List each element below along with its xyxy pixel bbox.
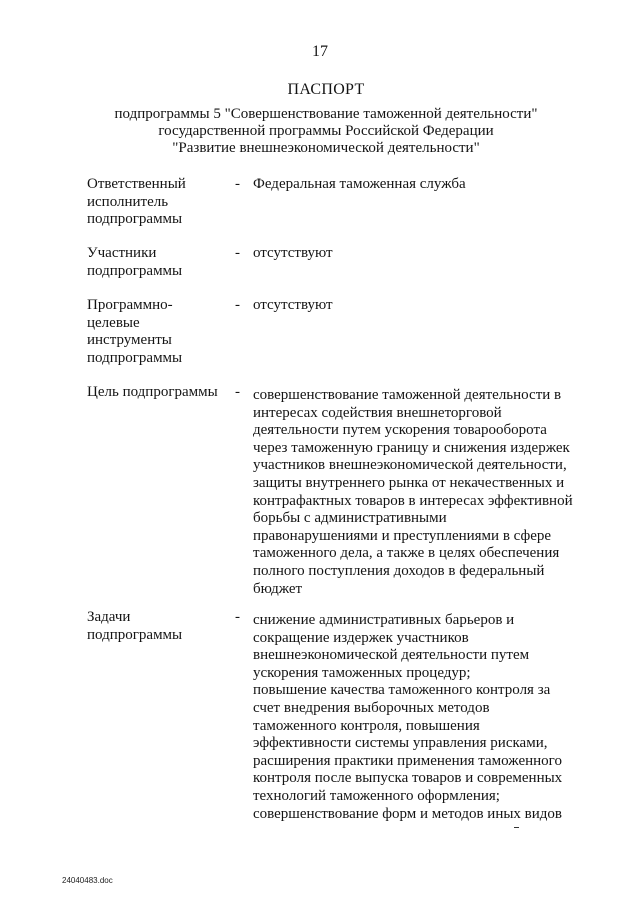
label-line: подпрограммы: [87, 349, 183, 366]
row-dash: -: [235, 609, 240, 625]
label-line: подпрограммы: [87, 262, 183, 279]
row-dash: -: [235, 384, 240, 400]
label-line: подпрограммы: [87, 626, 183, 643]
value-line: участников внешнеэкономической деятельности,: [253, 457, 567, 474]
value-line: правонарушениями и преступлениями в сфере: [253, 527, 552, 544]
row-value: [253, 176, 593, 194]
value-line: Федеральная таможенная служба: [253, 176, 466, 192]
value-line: контрафактных товаров в интересах эффективной: [253, 492, 573, 509]
value-line: эффективности системы управления рисками,: [253, 735, 548, 752]
scan-artifact-mark: [514, 827, 519, 828]
value-line: внешнеэкономической деятельности путем: [253, 647, 530, 664]
label-line: инструменты: [87, 332, 172, 349]
label-line: Задачи: [87, 609, 131, 625]
row-value: [253, 245, 593, 263]
row-label: [87, 609, 227, 644]
value-line: таможенного дела, а также в целях обеспечения: [253, 545, 560, 562]
label-line: подпрограммы: [87, 211, 183, 228]
page-number: 17: [312, 43, 328, 60]
document-title: ПАСПОРТ: [287, 81, 365, 98]
value-line: совершенствование таможенной деятельности в: [253, 387, 562, 403]
value-line: снижение административных барьеров и: [253, 612, 515, 628]
value-line: счет внедрения выборочных методов: [253, 699, 490, 716]
value-line: бюджет: [253, 580, 303, 597]
value-line: ускорения таможенных процедур;: [253, 664, 471, 681]
footer-file-code: 24040483.doc: [62, 876, 113, 885]
subtitle-line: "Развитие внешнеэкономической деятельности": [172, 140, 480, 156]
value-line: повышение качества таможенного контроля за: [253, 682, 551, 699]
label-line: Программно-: [87, 297, 173, 313]
row-dash: -: [235, 176, 240, 192]
row-dash: -: [235, 245, 240, 261]
label-line: Цель подпрограммы: [87, 384, 218, 400]
value-line: таможенного контроля, повышения: [253, 717, 480, 734]
label-line: исполнитель: [87, 193, 169, 210]
value-line: деятельности путем ускорения товарооборота: [253, 422, 547, 439]
value-line: отсутствуют: [253, 245, 333, 261]
value-line: сокращение издержек участников: [253, 629, 469, 646]
label-line: Участники: [87, 245, 157, 261]
value-line: технологий таможенного оформления;: [253, 787, 500, 804]
row-dash: -: [235, 297, 240, 313]
value-line: защиты внутреннего рынка от некачественных и: [253, 474, 565, 491]
row-value: [253, 387, 593, 598]
row-label: [87, 176, 227, 229]
subtitle-line: государственной программы Российской Федерации: [158, 123, 494, 139]
document-subtitle: [0, 106, 640, 157]
row-value: [253, 612, 593, 823]
value-line: расширения практики применения таможенного: [253, 752, 562, 769]
value-line: интересах содействия внешнеторговой: [253, 404, 502, 421]
value-line: контроля после выпуска товаров и современных: [253, 770, 563, 787]
value-line: борьбы с административными: [253, 510, 447, 527]
value-line: отсутствуют: [253, 297, 333, 313]
label-line: целевые: [87, 314, 140, 331]
value-line: совершенствование форм и методов иных видов: [253, 805, 563, 822]
subtitle-line: подпрограммы 5 "Совершенствование таможенной деятельности": [114, 106, 538, 122]
row-value: [253, 297, 593, 315]
value-line: полного поступления доходов в федеральный: [253, 562, 545, 579]
row-label: [87, 245, 227, 280]
row-label: [87, 297, 227, 367]
label-line: Ответственный: [87, 176, 186, 192]
row-label: [87, 384, 227, 402]
value-line: через таможенную границу и снижения издержек: [253, 439, 570, 456]
